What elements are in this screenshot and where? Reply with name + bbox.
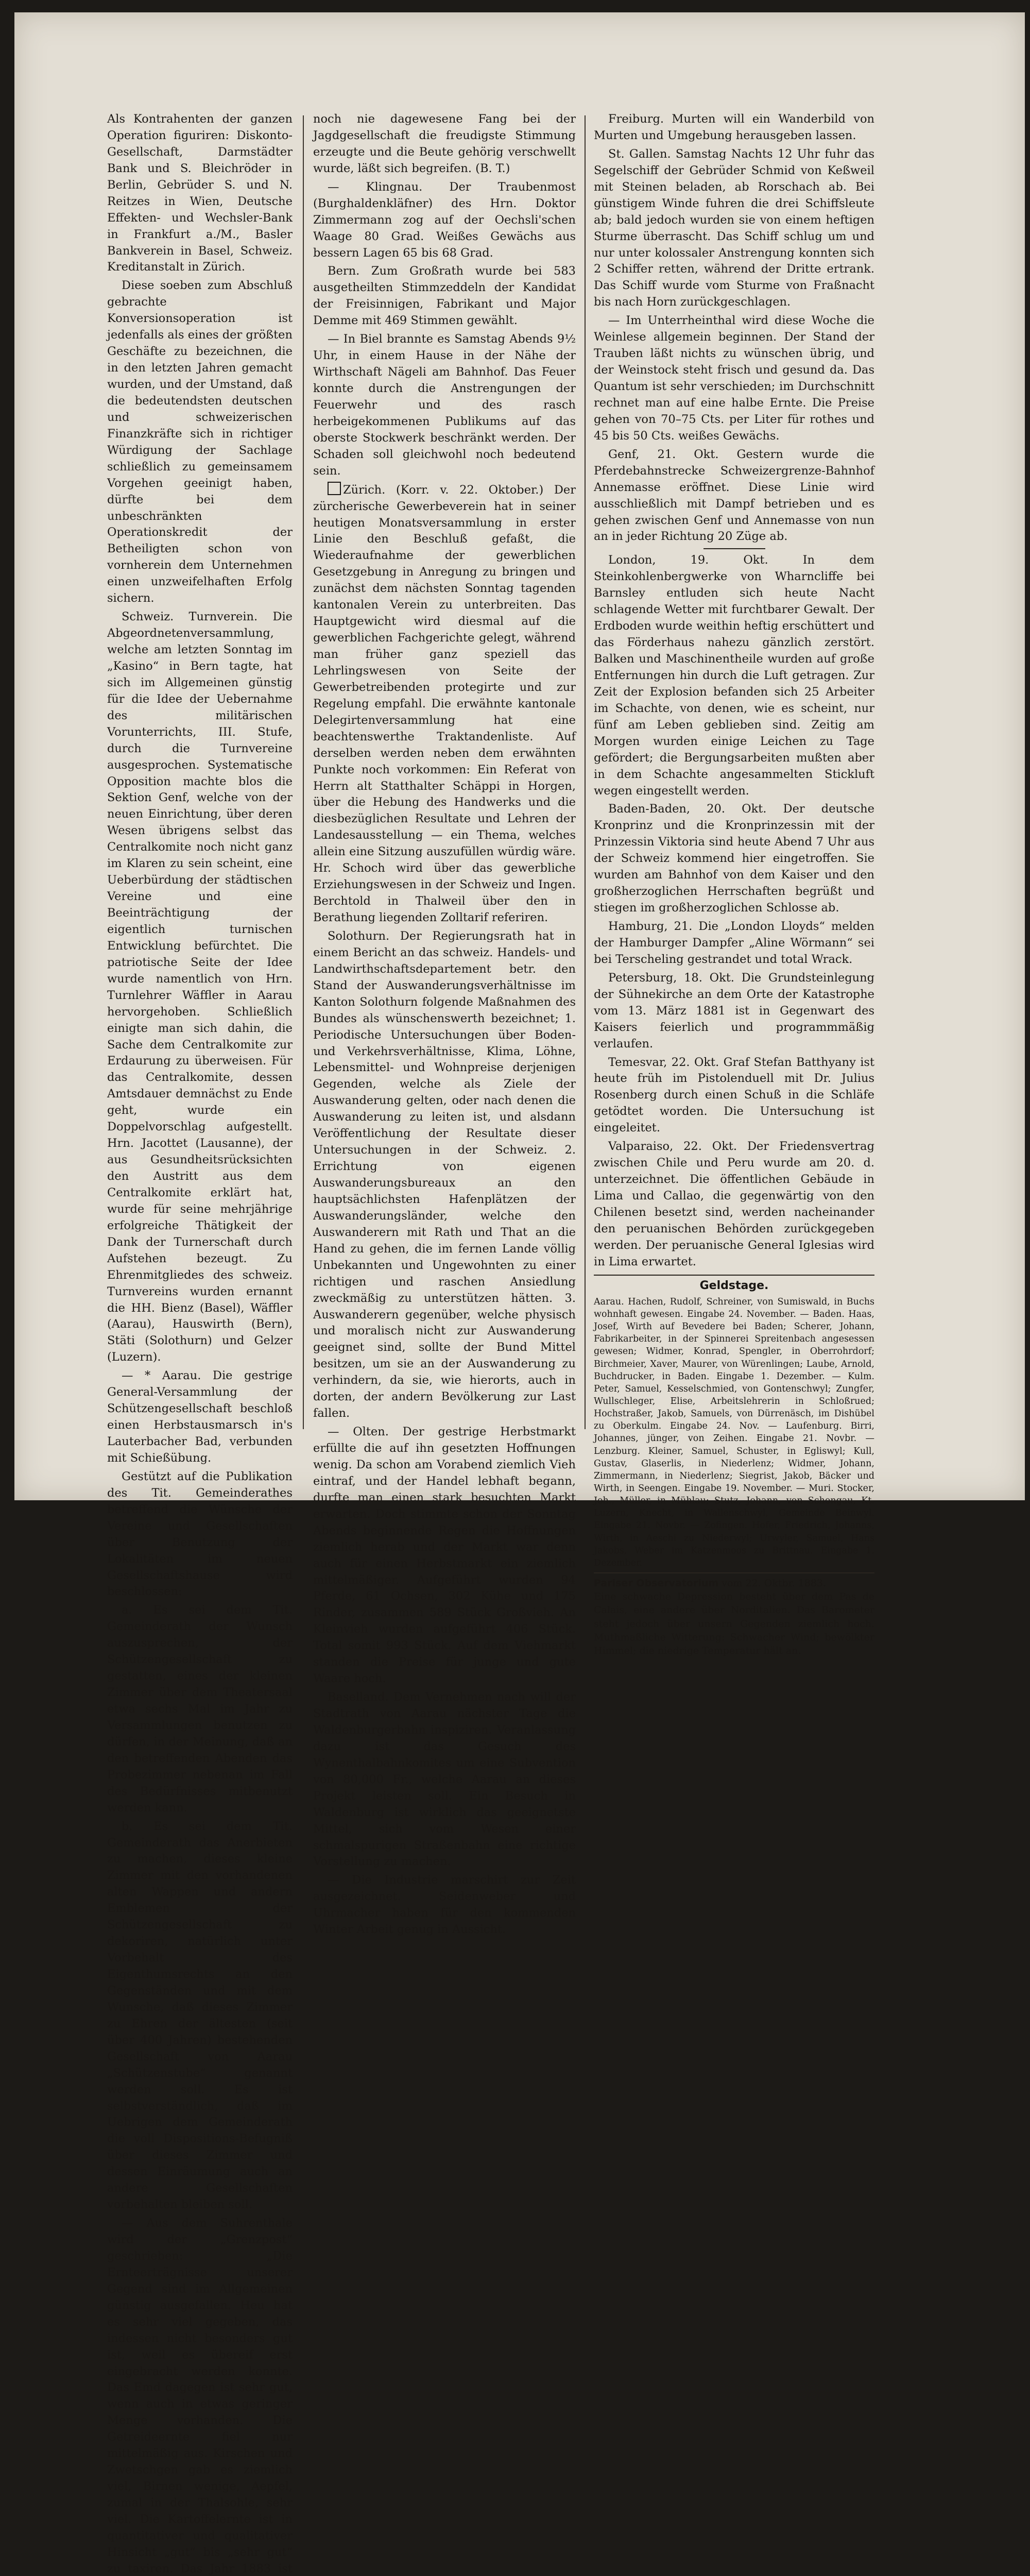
article-industrie: — Die Industrie marschirt zur Zeit ausgezeichnet. Seidenweber und Uhrmacher haben für den kommenden Winter Arbeit genug in Aussicht. [313, 1873, 576, 1937]
article-zuerich [313, 482, 576, 926]
article-freiburg: Freiburg. Murten will ein Wanderbild von Murten und Umgebung herausgeben lassen. [594, 112, 874, 142]
article-petersburg: Petersburg, 18. Okt. Die Grundsteinlegung der Sühnekirche an dem Orte der Katastrophe vom 13. März 1881 ist in Gegenwart des Kaisers feierlich und programmmäßig verlaufen. [594, 971, 874, 1050]
article-stgallen: St. Gallen. Samstag Nachts 12 Uhr fuhr das Segelschiff der Gebrüder Schmid von Keßweil mit Steinen beladen, ab Rorschach ab. Bei günstigem Winde fuhren die drei Schiffsleute ab; bald jedoch wurden sie von einem heftigen Sturme überrascht. Das Schiff schlug um und nur unter kolossaler Anstrengung konnten sich 2 Schiffer retten, während der Dritte ertrank. Das Schiff wurde vom Sturme von Fraßnacht bis nach Horn zurückgeschlagen. [594, 147, 874, 309]
article-genf: Genf, 21. Okt. Gestern wurde die Pferdebahnstrecke Schweizergrenze-Bahnhof Annemasse eröffnet. Diese Linie wird ausschließlich mit Dampf betrieben und es gehen zwischen Genf und Annemasse von nun an in jeder Richtung 20 Züge ab. [594, 447, 874, 544]
newspaper-page [107, 90, 983, 2575]
article-paragraph: Als Kontrahenten der ganzen Operation figuriren: Diskonto-Gesellschaft, Darmstädter Bank und S. Bleichröder in Berlin, Gebrüder S. und N. Reitzes in Wien, Deutsche Effekten- und Wechsler-Bank in Frankfurt a./M., Basler Bankverein in Basel, Schweiz. Kreditanstalt in Zürich. [107, 112, 293, 274]
article-hamburg: Hamburg, 21. Die „London Lloyds“ melden der Hamburger Dampfer „Aline Wörmann“ sei bei Terscheling gestrandet und total Wrack. [594, 920, 874, 966]
column-divider [585, 115, 586, 1429]
article-bern: Bern. Zum Großrath wurde bei 583 ausgetheilten Stimmzeddeln der Kandidat der Freisinnigen, Fabrikant und Major Demme mit 469 Stimmen gewählt. [313, 264, 576, 328]
article-klingnau: — Klingnau. Der Traubenmost (Burghaldenkläfner) des Hrn. Doktor Zimmermann zog auf der Oechsli'schen Waage 80 Grad. Weißes Gewächs aus bessern Lagen 65 bis 68 Grad. [313, 180, 576, 260]
article-paragraph: Gestützt auf die Publikation des Tit. Gemeinderathes betreffend die Wünsche der Vereine und Gesellschaften über Benutzung der Lokalitäten im neuen Gesellschaftshause wird beschlossen: [107, 1469, 293, 1599]
newspaper-sheet [14, 12, 1025, 2575]
box-marker-icon [328, 482, 341, 495]
observatory-text: Eine schwache Depression besteht über dem Pas de Calais, eine andere über Norditalien. Das Barometer steht jedoch über unsern Gegenden ziemlich hoch. Muthmaßliche Witterung: Schwacher Wind; bewölkter Himmel; die niedrige Temperatur hält an. [594, 1591, 874, 1657]
column-right [594, 111, 874, 1657]
column-left [107, 111, 293, 2575]
article-turnverein: Schweiz. Turnverein. Die Abgeordnetenversammlung, welche am letzten Sonntag im „Kasino“ in Bern tagte, hat sich im Allgemeinen günstig für die Idee der Uebernahme des militärischen Vorunterrichts, III. Stufe, durch die Turnvereine ausgesprochen. Systematische Opposition machte blos die Sektion Genf, welche von der neuen Einrichtung, über deren Wesen übrigens selbst das Centralkomite noch nicht ganz im Klaren zu sein scheint, eine Ueberbürdung der städtischen Vereine und eine Beeinträchtigung der eigentlich turnischen Entwicklung befürchtet. Die patriotische Seite der Idee wurde namentlich von Hrn. Turnlehrer Wäffler in Aarau hervorgehoben. Schließlich einigte man sich dahin, die Sache dem Centralkomite zur Erdaurung zu überweisen. Für das Centralkomite, dessen Amtsdauer demnächst zu Ende geht, wurde ein Doppelvorschlag aufgestellt. Hrn. Jacottet (Lausanne), der aus Gesundheitsrücksichten den Austritt aus dem Centralkomite erklärt hat, wurde für seine mehrjährige erfolgreiche Thätigkeit der Dank der Turnerschaft durch Aufstehen bezeugt. Zu Ehrenmitgliedes des schweiz. Turnvereins wurden ernannt die HH. Bienz (Basel), Wäffler (Aarau), Hauswirth (Bern), Stäti (Solothurn) und Gelzer (Luzern). [107, 610, 293, 1364]
article-paragraph: noch nie dagewesene Fang bei der Jagdgesellschaft die freudigste Stimmung erzeugte und die Beute gehörig verschwellt wurde, läßt sich begreifen. (B. T.) [313, 112, 576, 175]
article-olten: — Olten. Der gestrige Herbstmarkt erfüllte die auf ihn gesetzten Hoffnungen wenig. Da schon am Vorabend ziemlich Vieh eintraf, und der Handel lebhaft begann, durfte man einen stark besuchten Markt erwarten. Doch stimmte schon der Sonntag Abends beginnende Regen die Hoffnungen ziemlich herab und der Markt war denn auch für einen Herbstmarkt ein ziemlich mittelmäßiger. Aufgeführt wurden 94 Pferde, 61 Ochsen, 302 Kühe und 175 Rinder, zusammen 589 Stück Großvieh. An Kleinvieh wurden aufgeführt 406 Stück. Total somit 993 Stück. Auf dem Viehmarkt standen die Preise für junge und gute Waare hoch. [313, 1425, 576, 1686]
article-temesvar: Temesvar, 22. Okt. Graf Stefan Batthyany ist heute früh im Pistolenduell mit Dr. Julius Rosenberg durch einen Schuß in die Schläfe getödtet worden. Die Untersuchung ist eingeleitet. [594, 1055, 874, 1135]
section-divider [703, 548, 765, 549]
column-middle [313, 111, 576, 1937]
observatory-date: vom 22. Oktbr. 1883. [722, 1578, 827, 1589]
article-london: London, 19. Okt. In dem Steinkohlenbergwerke von Wharncliffe bei Barnsley entluden sich heute Nacht schlagende Wetter mit furchtbarer Gewalt. Der Erdboden wurde weithin heftig erschüttert und das Förderhaus nahezu gänzlich zerstört. Balken und Maschinentheile wurden auf große Entfernungen hin durch die Luft getragen. Zur Zeit der Explosion befanden sich 25 Arbeiter im Schachte, von denen, wie es scheint, nur fünf am Leben geblieben sind. Zeitig am Morgen wurden einige Leichen zu Tage gefördert; die Bergungsarbeiten mußten aber in dem Schachte angesammelten Stickluft wegen eingestellt werden. [594, 553, 874, 798]
article-paragraph: Diese soeben zum Abschluß gebrachte Konversionsoperation ist jedenfalls als eines der größten Geschäfte zu bezeichnen, die in den letzten Jahren gemacht wurden, und der Umstand, daß die bedeutendsten deutschen und schweizerischen Finanzkräfte sich in richtiger Würdigung der Sachlage schließlich zu gemeinsamem Vorgehen geeinigt haben, dürfte bei dem unbeschränkten Operationskredit der Betheiligten schon von vornherein dem Unternehmen einen unzweifelhaften Erfolg sichern. [107, 279, 293, 605]
article-suhrenthal: — Aus dem Suhrenthale wird der „Grenzpost“ geschrieben: „Die Ernteerträgnisse unserer Gegend sind im Allgemeinen günstig ausgefallen. Heu hat es sehr viel gegeben, das indessen nicht besonders gut ist, weil es übereif erst eingebracht werden konnte. Das Emd dagegen ist sehr gut, wenn auch in etwas geringer Menge vorhanden. Die Getreideernte fiel nur mittelmäßig aus. Kirschen und Zwetschgen gab es ziemlich viel, Birnen wenige, Aepfel, zumal in der Thalsohle, sehr viel. Die Kartoffelernte ist in quantitativer und qualitativer Hinsicht „gut“ bis „sehr gut“ zu taxiren. Das Jahr 1883 ist [107, 2216, 293, 2575]
article-zuerich-text: Zürich. (Korr. v. 22. Oktober.) Der zürcherische Gewerbeverein hat in seiner heutigen Monatsversammlung in erster Linie den Beschluß gefaßt, die Wiederaufnahme der gewerblichen Gesetzgebung in Anregung zu bringen und zunächst dem nächsten Sonntag tagenden kantonalen Verein zu unterbreiten. Das Hauptgewicht wird diesmal auf die gewerblichen Fachgerichte gelegt, während man früher ganz speziell das Lehrlingswesen von Seite der Gewerbetreibenden protegirte und zur Regelung empfahl. Die erwähnte kantonale Delegirtenversammlung hat eine beachtenswerthe Traktandenliste. Auf derselben werden neben dem erwähnten Punkte noch vorkommen: Ein Referat von Herrn alt Statthalter Schäppi in Horgen, über die Hebung des Handwerks und die diesbezüglichen Resultate und Lehren der Landesausstellung — ein Thema, welches allein eine Sitzung auszufüllen würdig wäre. Hr. Schoch wird über das gewerbliche Erziehungswesen in der Schweiz und Ingen. Berchtold in Thalweil über den in Berathung liegenden Zolltarif referiren. [313, 483, 576, 924]
column-divider [303, 115, 304, 1429]
observatory-box [594, 1572, 874, 1657]
observatory-title: Pariser Observatorium [594, 1578, 719, 1589]
geldstage-text: Aarau. Hachen, Rudolf, Schreiner, von Sumiswald, in Buchs wohnhaft gewesen. Eingabe 24. November. — Baden. Haas, Josef, Wirth auf Bevedere bei Baden; Scherer, Johann, Fabrikarbeiter, in der Spinnerei Spreitenbach angesessen gewesen; Widmer, Konrad, Spengler, in Oberrohrdorf; Birchmeier, Xaver, Maurer, von Würenlingen; Laube, Arnold, Buchdrucker, in Baden. Eingabe 1. Dezember. — Kulm. Peter, Samuel, Kesselschmied, von Gontenschwyl; Zungfer, Wullschleger, Elise, Arbeitslehrerin in Schloßrued; Hochstraßer, Jakob, Samuels, von Dürrenäsch, im Dishübel zu Oberkulm. Eingabe 24. Nov. — Laufenburg. Birri, Johannes, jünger, von Zeihen. Eingabe 21. Novbr. — Lenzburg. Kleiner, Samuel, Schuster, in Egliswyl; Kull, Gustav, Glaserlis, in Niederlenz; Widmer, Johann, Zimmermann, in Niederlenz; Siegrist, Jakob, Bäcker und Wirth, in Seengen. Eingabe 19. November. — Muri. Stocker, Joh., Müller, in Mühlau; Stutz, Johann, von Schongau, Kt. Luzern, Knecht, in Wallenschwyl, Gemeinde Beinwyl. Eingabe 21. Novbr. — Zofingen. Hofer, Friedrich, Johanns, Wirth, in Aeschi zu Niederwyl; Urwyler, Samuel, Hans Jakobs, Weber im Katzenmoos zu Brittnau. Eingabe 1. Dezember. [594, 1296, 874, 1568]
article-solothurn: Solothurn. Der Regierungsrath hat in einem Bericht an das schweiz. Handels- und Landwirthschaftsdepartement betr. den Stand der Auswanderungsverhältnisse im Kanton Solothurn folgende Maßnahmen des Bundes als wünschenswerth bezeichnet; 1. Periodische Untersuchungen über Boden- und Verkehrsverhältnisse, Klima, Löhne, Lebensmittel- und Wohnpreise derjenigen Gegenden, welche als Ziele der Auswanderung gelten, oder nach denen die Auswanderung zu leiten ist, und alsdann Veröffentlichung der Resultate dieser Untersuchungen in der Schweiz. 2. Errichtung von eigenen Auswanderungsbureaux an den hauptsächlichsten Hafenplätzen der Auswanderungsländer, welche den Auswanderern mit Rath und That an die Hand zu gehen, die im fernen Lande völlig Unbekannten und Ungewohnten zu einer richtigen und raschen Ansiedlung zweckmäßig zu unterstützen hätten. 3. Auswanderern gegenüber, welche physisch und moralisch nicht zur Auswanderung geeignet sind, sollte der Bund Mittel besitzen, um sie an der Auswanderung zu verhindern, da sie, wie hierorts, auch in dorten, der andern Bevölkerung zur Last fallen. [313, 929, 576, 1420]
article-baden-baden: Baden-Baden, 20. Okt. Der deutsche Kronprinz und die Kronprinzessin mit der Prinzessin Viktoria sind heute Abend 7 Uhr aus der Schweiz kommend hier eingetroffen. Sie wurden am Bahnhof von dem Kaiser und den großherzoglichen Herrschaften begrüßt und stiegen im großherzoglichen Schlosse ab. [594, 802, 874, 915]
article-paragraph: a. Es sei dem Tit. Gemeinderath der Wunsch auszusprechen, der Schützengesellschaft zu gestatten, eines der kleinen Zimmer über dem Theatersaal etwa sechs Mal im Jahr zu Versammlungen benutzen zu dürfen, in der Meinung, daß an den betreffenden Abenden das Probezimmer nebenan im Fall des Bedürfnisses mitbenutzt werden kann. [107, 1603, 293, 1815]
article-aarau: — * Aarau. Die gestrige General-Versammlung der Schützengesellschaft beschloß einen Herbstausmarsch in's Lauterbacher Bad, verbunden mit Schießübung. [107, 1369, 293, 1465]
article-biel: — In Biel brannte es Samstag Abends 9½ Uhr, in einem Hause in der Nähe der Wirthschaft Nägeli am Bahnhof. Das Feuer konnte durch die Anstrengungen der Feuerwehr und des rasch herbeigekommenen Publikums auf das oberste Stockwerk beschränkt werden. Der Schaden soll gleichwohl noch bedeutend sein. [313, 332, 576, 478]
geldstage-title: Geldstage. [699, 1279, 769, 1292]
geldstage-box [594, 1275, 874, 1569]
article-unterrheinthal: — Im Unterrheinthal wird diese Woche die Weinlese allgemein beginnen. Der Stand der Trauben läßt nichts zu wünschen übrig, und der Weinstock steht frisch und gesund da. Das Quantum ist sehr verschieden; im Durchschnitt rechnet man auf eine halbe Ernte. Die Preise gehen von 70–75 Cts. per Liter für rothes und 45 bis 50 Cts. weißes Gewächs. [594, 314, 874, 443]
article-baselland: Baselland. Dem Vernehmen nach will der Stadtrath von Aarau nächster Tage die Waldenburgerbahn inspiziren. Veranlassung dazu ist das Gesuch des Wynenthalbahnkomites um eine Subvention von 80,000 Fr., welche Aarau an dieses Projekt leisten soll. Ein Besuch in Waldenburg ist wirklich das geeignetste Mittel, sich vom Wesen einer schmalspurigen Straßenbahn eine richtige Vorstellung zu machen. [313, 1690, 576, 1869]
article-valparaiso: Valparaiso, 22. Okt. Der Friedensvertrag zwischen Chile und Peru wurde am 20. d. unterzeichnet. Die öffentlichen Gebäude in Lima und Callao, die gegenwärtig von den Chilenen besetzt sind, werden nacheinander den peruanischen Behörden zurückgegeben werden. Der peruanische General Iglesias wird in Lima erwartet. [594, 1140, 874, 1268]
article-paragraph: b. Es sei dem Tit. Gemeinderath das Anerbieten zu machen, dieses kleine Zimmer mit den vorhandenen alten Wappen und andern Emblemen der Schützengesellschaft zu dekoriren, natürlich unter Vorbehalt des Eigenthumsrechts an den Gegenständen und mit dem Wunsche, daß dieses Zimmer zu Ehren der ältesten (seit über 400 Jahren) bestehenden Gesellschaft von Aarau „Schützenstube“ genannt werden soll. Es ist selbstverständlich, daß im Uebrigen dem Gemeinderath die voll Dispositions-Befugniß über dieses Zimmer und dessen Einräumung auch an andere Gesellschaften vorbehalten bleiben soll. [107, 1819, 293, 2212]
